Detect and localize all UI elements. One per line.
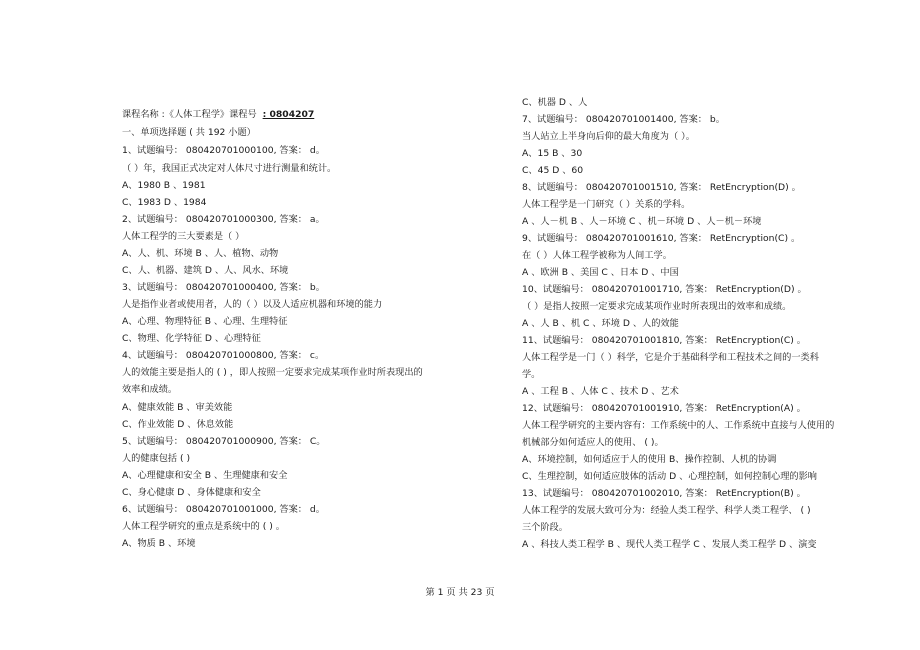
question-line: 8、试题编号： 080420701001510, 答案： RetEncryption(D) 。 [522,182,801,193]
question-line: 4、试题编号： 080420701000800, 答案： c。 [122,350,325,361]
question-line: A 、欧洲 B 、美国 C 、日本 D 、中国 [522,267,679,278]
question-line: 人体工程学是一门（ ）科学，它是介于基础科学和工程技术之间的一类科 [522,352,819,363]
question-line: C、1983 D 、1984 [122,197,207,208]
question-line: C、生理控制，如何适应肢体的活动 D 、心理控制，如何控制心理的影响 [522,471,817,482]
question-line: 5、试题编号： 080420701000900, 答案： C。 [122,436,326,447]
question-line: 机械部分如何适应人的使用、 ( )。 [522,437,664,448]
question-line: A 、人 B 、机 C 、环境 D 、人的效能 [522,318,679,329]
question-line: 7、试题编号： 080420701001400, 答案： b。 [522,114,725,125]
question-line: C、人、机器、建筑 D 、人、风水、环境 [122,265,289,276]
question-line: 13、试题编号： 080420701002010, 答案： RetEncryption(B) 。 [522,488,806,499]
question-line: 人体工程学的发展大致可分为：经验人类工程学、科学人类工程学、 ( ) [522,505,811,516]
question-line: A、物质 B 、环境 [122,538,196,549]
question-line: C、作业效能 D 、休息效能 [122,419,234,430]
course-label: 课程名称 :《人体工程学》课程号 [122,109,257,120]
question-line: C、45 D 、60 [522,165,584,176]
question-line: A、1980 B 、1981 [122,180,206,191]
question-line: 6、试题编号： 080420701001000, 答案： d。 [122,504,325,515]
question-line: 人的健康包括 ( ) [122,453,191,464]
question-line: 当人站立上半身向后仰的最大角度为（ ）。 [522,131,695,142]
question-line: C、机器 D 、人 [522,97,588,108]
question-line: A、心理、物理特征 B 、心理、生理特征 [122,316,288,327]
question-line: （ ）是指人按照一定要求完成某项作业时所表现出的效率和成绩。 [522,301,792,312]
question-line: 3、试题编号： 080420701000400, 答案： b。 [122,282,325,293]
question-line: 效率和成绩。 [122,384,178,395]
question-line: 12、试题编号： 080420701001910, 答案： RetEncryption(A) 。 [522,403,806,414]
question-line: 在（ ）人体工程学被称为人间工学。 [522,250,672,261]
question-line: A、心理健康和安全 B 、生理健康和安全 [122,470,288,481]
section-title: 一、单项选择题 ( 共 192 小题） [122,127,256,138]
question-line: 人体工程学研究的主要内容有：工作系统中的人、工作系统中直接与人使用的 [522,420,835,431]
question-line: 三个阶段。 [522,522,568,533]
page-footer: 第 1 页 共 23 页 [425,587,495,598]
question-line: 人体工程学的三大要素是（ ） [122,231,245,242]
question-line: C、物理、化学特征 D 、心理特征 [122,333,261,344]
question-line: 人体工程学研究的重点是系统中的 ( ) 。 [122,521,285,532]
course-header [122,109,314,121]
question-line: 人是指作业者或使用者，人的（ ）以及人适应机器和环境的能力 [122,299,383,310]
question-line: 学。 [522,369,541,380]
question-line: A 、工程 B 、人体 C 、技术 D 、艺术 [522,386,679,397]
question-line: A、环境控制，如何适应于人的使用 B、操作控制、人机的协调 [522,454,777,465]
question-line: 10、试题编号： 080420701001710, 答案： RetEncryption(D) 。 [522,284,807,295]
question-line: C、身心健康 D 、身体健康和安全 [122,487,261,498]
question-line: A、15 B 、30 [522,148,583,159]
question-line: 9、试题编号： 080420701001610, 答案： RetEncryption(C) 。 [522,233,801,244]
course-code: : 0804207 [262,109,315,120]
question-line: 11、试题编号： 080420701001810, 答案： RetEncryption(C) 。 [522,335,806,346]
question-line: A、人、机、环境 B 、人、植物、动物 [122,248,279,259]
question-line: 1、试题编号： 080420701000100, 答案： d。 [122,145,325,156]
question-line: 人体工程学是一门研究（ ）关系的学科。 [522,199,691,210]
question-line: （ ）年，我国正式决定对人体尺寸进行测量和统计。 [122,163,337,174]
question-line: A 、科技人类工程学 B 、现代人类工程学 C 、发展人类工程学 D 、演变 [522,539,817,550]
question-line: A、健康效能 B 、审美效能 [122,402,233,413]
question-line: A 、人－机 B 、人－环境 C 、机－环境 D 、人－机－环境 [522,216,762,227]
question-line: 2、试题编号： 080420701000300, 答案： a。 [122,214,325,225]
question-line: 人的效能主要是指人的 ( ) ，即人按照一定要求完成某项作业时所表现出的 [122,367,423,378]
